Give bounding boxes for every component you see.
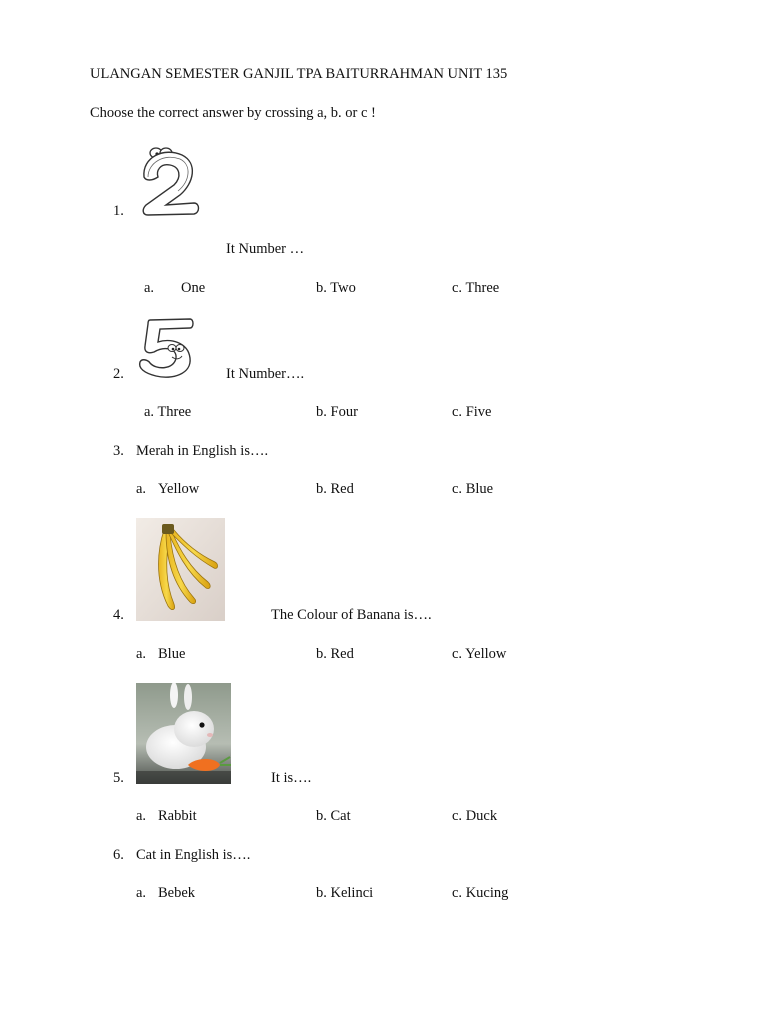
option-a-letter[interactable]: a.	[136, 646, 147, 662]
option-letter: c.	[452, 885, 463, 901]
question-number: 2.	[113, 366, 124, 382]
option-text: Red	[330, 646, 354, 662]
question-text: It Number….	[226, 366, 305, 382]
option-letter: b.	[316, 404, 327, 420]
question-text: Merah in English is….	[136, 443, 269, 459]
option-letter: b.	[316, 280, 327, 296]
option-a-text[interactable]: Rabbit	[158, 808, 197, 824]
option-letter: b.	[316, 885, 327, 901]
option-a-text[interactable]: Yellow	[158, 481, 200, 497]
instruction-text: Choose the correct answer by crossing a, b. or c !	[90, 105, 376, 121]
option-b[interactable]	[316, 807, 351, 825]
option-a-text[interactable]: Bebek	[158, 885, 196, 901]
option-text: Kelinci	[330, 885, 374, 901]
option-c[interactable]	[452, 807, 497, 825]
question-text: Cat in English is….	[136, 847, 251, 863]
number-five-cartoon-icon	[136, 316, 196, 380]
option-c[interactable]	[452, 403, 491, 421]
question-text: It is….	[271, 770, 312, 786]
option-text: Five	[465, 404, 492, 420]
option-text: Cat	[330, 808, 351, 824]
option-b[interactable]	[316, 884, 373, 902]
option-c[interactable]	[452, 884, 508, 902]
option-c[interactable]	[452, 645, 506, 663]
question-text: It Number …	[226, 241, 305, 257]
option-b[interactable]	[316, 645, 354, 663]
option-text: Two	[330, 280, 356, 296]
option-text: Three	[465, 280, 500, 296]
option-letter: b.	[316, 646, 327, 662]
option-text: Yellow	[465, 646, 507, 662]
question-number: 6.	[113, 847, 124, 863]
option-a-text[interactable]: One	[181, 280, 206, 296]
option-letter: b.	[316, 808, 327, 824]
option-letter: a.	[144, 404, 155, 420]
white-rabbit-photo	[136, 683, 231, 784]
option-a-letter[interactable]: a.	[136, 481, 147, 497]
question-text: The Colour of Banana is….	[271, 607, 432, 623]
option-c[interactable]	[452, 480, 493, 498]
option-a-letter[interactable]: a.	[144, 280, 155, 296]
option-a-letter[interactable]: a.	[136, 808, 147, 824]
option-letter: b.	[316, 481, 327, 497]
option-b[interactable]	[316, 403, 358, 421]
page-title: ULANGAN SEMESTER GANJIL TPA BAITURRAHMAN UNIT 135	[90, 66, 508, 82]
option-a-letter[interactable]: a.	[136, 885, 147, 901]
question-number: 3.	[113, 443, 124, 459]
question-number: 5.	[113, 770, 124, 786]
option-text: Blue	[465, 481, 494, 497]
option-a[interactable]	[144, 403, 191, 421]
option-a-text[interactable]: Blue	[158, 646, 186, 662]
banana-bunch-photo	[136, 518, 225, 621]
option-text: Kucing	[465, 885, 509, 901]
option-b[interactable]	[316, 480, 354, 498]
number-two-cartoon-icon	[136, 143, 206, 218]
option-letter: c.	[452, 808, 463, 824]
option-text: Three	[157, 404, 192, 420]
option-text: Four	[330, 404, 358, 420]
option-letter: c.	[452, 280, 463, 296]
question-number: 4.	[113, 607, 124, 623]
option-b[interactable]	[316, 279, 356, 297]
option-c[interactable]	[452, 279, 499, 297]
option-letter: c.	[452, 404, 463, 420]
option-text: Duck	[465, 808, 498, 824]
option-letter: c.	[452, 481, 463, 497]
option-letter: c.	[452, 646, 463, 662]
question-number: 1.	[113, 203, 124, 219]
option-text: Red	[330, 481, 354, 497]
